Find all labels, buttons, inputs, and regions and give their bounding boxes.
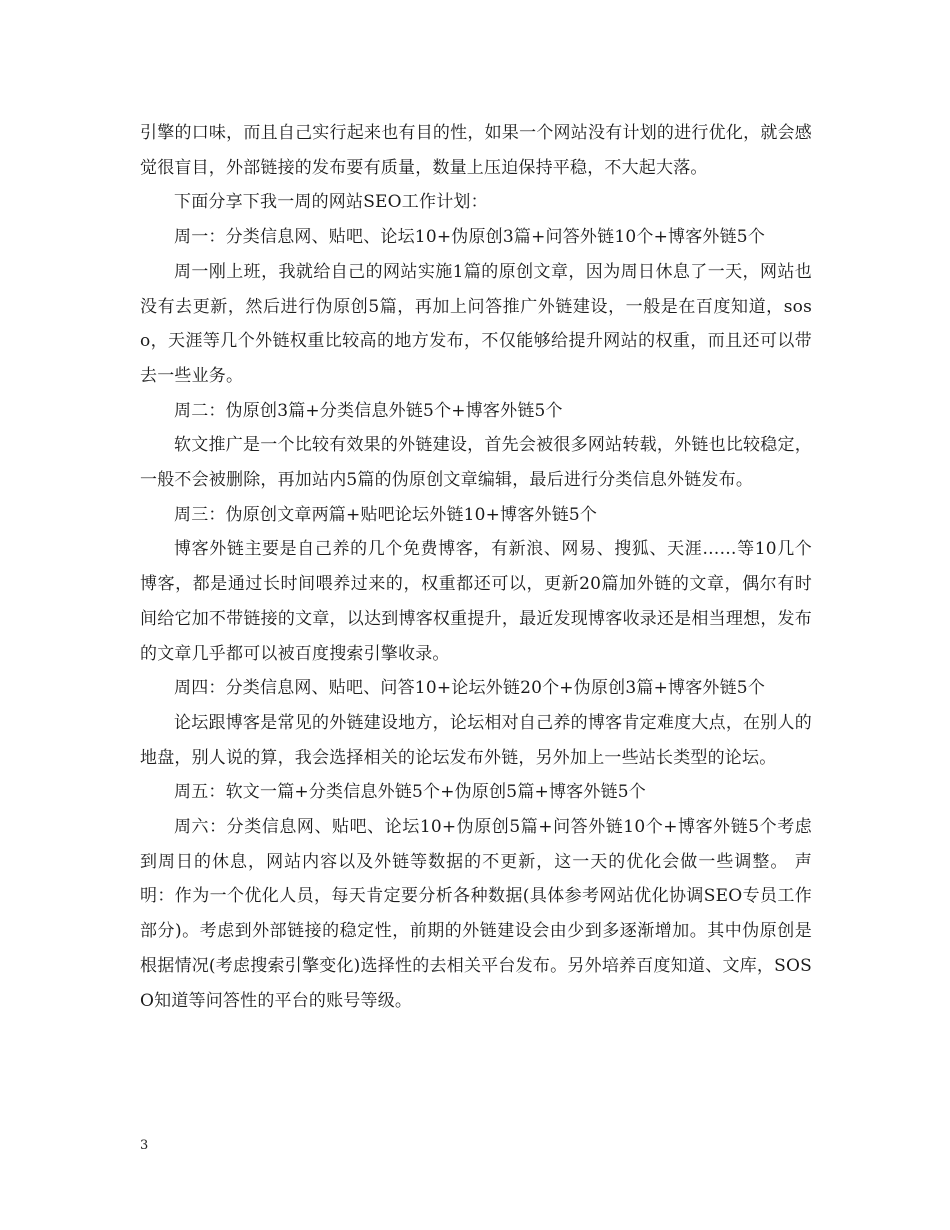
paragraph: 周一刚上班，我就给自己的网站实施1篇的原创文章，因为周日休息了一天，网站也没有去更新，然后进行伪原创5篇，再加上问答推广外链建设，一般是在百度知道，soso，天涯等几个外链权重比较高的地方发布，不仅能够给提升网站的权重，而且还可以带去一些业务。 — [140, 261, 812, 386]
paragraph: 周六：分类信息网、贴吧、论坛10+伪原创5篇+问答外链10个+博客外链5个考虑到周日的休息，网站内容以及外链等数据的不更新，这一天的优化会做一些调整。 声明：作为一个优化人员，每天肯定要分析各种数据(具体参考网站优化协调SEO专员工作部分)。考虑到外部链接的稳定性，前期的外链建设会由少到多逐渐增加。其中伪原创是根据情况(考虑搜索引擎变化)选择性的去相关平台发布。另外培养百度知道、文库，SOSO知道等问答性的平台的账号等级。 — [140, 817, 812, 1011]
schedule-heading-thursday: 周四：分类信息网、贴吧、问答10+论坛外链20个+伪原创3篇+博客外链5个 — [174, 678, 766, 699]
paragraph: 引擎的口味，而且自己实行起来也有目的性，如果一个网站没有计划的进行优化，就会感觉很盲目，外部链接的发布要有质量，数量上压迫保持平稳，不大起大落。 — [140, 123, 812, 178]
document-body — [140, 116, 812, 1018]
paragraph: 博客外链主要是自己养的几个免费博客，有新浪、网易、搜狐、天涯……等10几个博客，都是通过长时间喂养过来的，权重都还可以，更新20篇加外链的文章，偶尔有时间给它加不带链接的文章，以达到博客权重提升，最近发现博客收录还是相当理想，发布的文章几乎都可以被百度搜索引擎收录。 — [140, 539, 812, 664]
schedule-heading-wednesday: 周三：伪原创文章两篇+贴吧论坛外链10+博客外链5个 — [174, 504, 598, 525]
schedule-heading-tuesday: 周二：伪原创3篇+分类信息外链5个+博客外链5个 — [174, 400, 563, 421]
schedule-heading-monday: 周一：分类信息网、贴吧、论坛10+伪原创3篇+问答外链10个+博客外链5个 — [174, 227, 766, 248]
paragraph: 软文推广是一个比较有效果的外链建设，首先会被很多网站转载，外链也比较稳定，一般不会被删除，再加站内5篇的伪原创文章编辑，最后进行分类信息外链发布。 — [140, 435, 812, 491]
page-number: 3 — [140, 1138, 149, 1153]
schedule-heading-friday: 周五：软文一篇+分类信息外链5个+伪原创5篇+博客外链5个 — [174, 782, 646, 803]
paragraph: 下面分享下我一周的网站SEO工作计划： — [174, 192, 488, 213]
paragraph: 论坛跟博客是常见的外链建设地方，论坛相对自己养的博客肯定难度大点，在别人的地盘，别人说的算，我会选择相关的论坛发布外链，另外加上一些站长类型的论坛。 — [140, 712, 812, 768]
